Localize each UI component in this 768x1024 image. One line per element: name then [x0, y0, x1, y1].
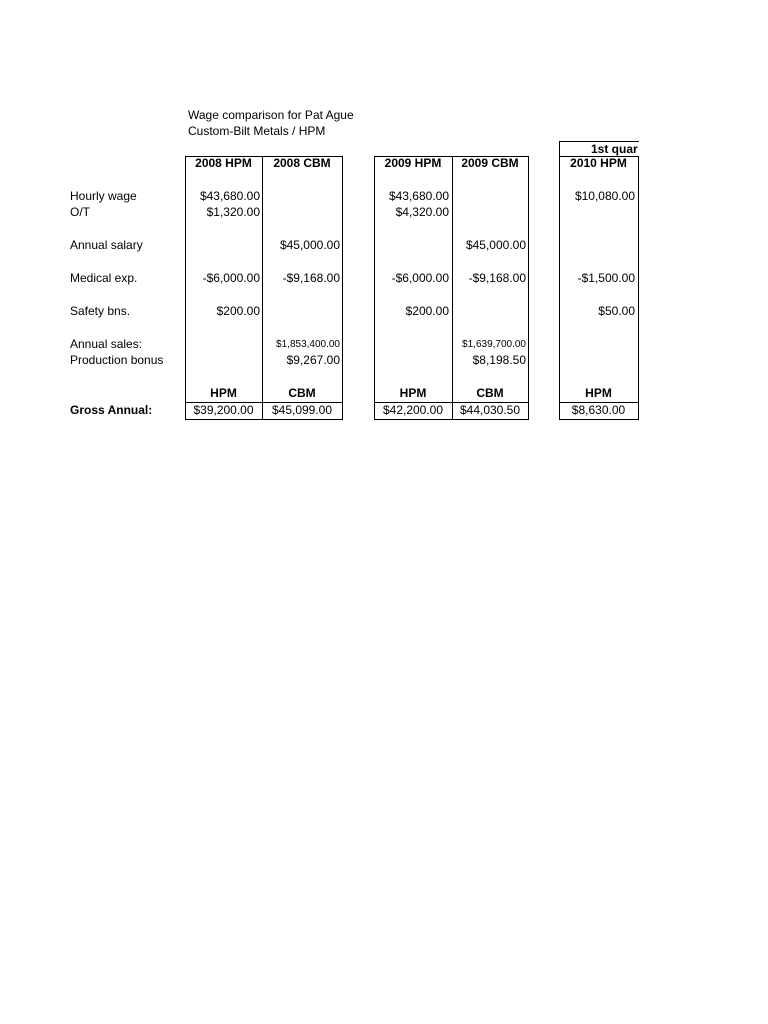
cell-2009-hpm-ot: $4,320.00 [395, 205, 449, 219]
cell-2008-hpm-medical: -$6,000.00 [202, 271, 260, 285]
subheader-2010-hpm: HPM [585, 386, 612, 400]
cell-2008-cbm-sales: $1,853,400.00 [276, 339, 340, 350]
label-medical-exp: Medical exp. [70, 271, 138, 285]
subheader-2008-hpm: HPM [210, 386, 237, 400]
cell-2008-cbm-bonus: $9,267.00 [286, 353, 340, 367]
gross-2009-cbm: $44,030.50 [459, 403, 521, 417]
cell-2009-hpm-hourly: $43,680.00 [388, 189, 449, 203]
col-header-2009-hpm: 2009 HPM [384, 156, 442, 170]
gross-2008-hpm: $39,200.00 [193, 403, 254, 417]
cell-2008-hpm-ot: $1,320.00 [206, 205, 260, 219]
grid-line [342, 156, 343, 420]
grid-line [528, 156, 529, 420]
col-header-2010-hpm: 2010 HPM [570, 156, 627, 170]
label-annual-salary: Annual salary [70, 238, 143, 252]
grid-line [638, 156, 639, 420]
label-production-bonus: Production bonus [70, 353, 164, 367]
cell-2009-hpm-safety: $200.00 [405, 304, 449, 318]
grid-line [374, 419, 529, 420]
quarter-header: 1st quar [591, 142, 638, 156]
cell-2009-cbm-medical: -$9,168.00 [468, 271, 526, 285]
grid-line [262, 156, 263, 420]
cell-2010-hpm-safety: $50.00 [598, 304, 635, 318]
col-header-2009-cbm: 2009 CBM [461, 156, 519, 170]
grid-line [559, 419, 639, 420]
grid-line [185, 419, 343, 420]
subheader-2009-cbm: CBM [476, 386, 504, 400]
cell-2009-hpm-medical: -$6,000.00 [391, 271, 449, 285]
cell-2008-hpm-safety: $200.00 [216, 304, 260, 318]
subheader-2008-cbm: CBM [288, 386, 316, 400]
cell-2009-cbm-sales: $1,639,700.00 [462, 339, 526, 350]
gross-2010-hpm: $8,630.00 [571, 403, 626, 417]
label-annual-sales: Annual sales: [70, 337, 143, 351]
col-header-2008-hpm: 2008 HPM [195, 156, 252, 170]
cell-2008-cbm-salary: $45,000.00 [279, 238, 340, 252]
label-ot: O/T [70, 205, 90, 219]
gross-2009-hpm: $42,200.00 [382, 403, 444, 417]
sheet-title: Wage comparison for Pat Ague [188, 108, 354, 122]
gross-2008-cbm: $45,099.00 [271, 403, 333, 417]
label-gross-annual: Gross Annual: [70, 403, 153, 417]
label-safety-bns: Safety bns. [70, 304, 131, 318]
label-hourly-wage: Hourly wage [70, 189, 137, 203]
subheader-2009-hpm: HPM [399, 386, 427, 400]
cell-2009-cbm-salary: $45,000.00 [465, 238, 526, 252]
cell-2008-cbm-medical: -$9,168.00 [282, 271, 340, 285]
grid-line [452, 156, 453, 420]
col-header-2008-cbm: 2008 CBM [273, 156, 331, 170]
cell-2009-cbm-bonus: $8,198.50 [472, 353, 526, 367]
cell-2008-hpm-hourly: $43,680.00 [199, 189, 260, 203]
cell-2010-hpm-medical: -$1,500.00 [577, 271, 635, 285]
cell-2010-hpm-hourly: $10,080.00 [574, 189, 635, 203]
sheet-subtitle: Custom-Bilt Metals / HPM [188, 124, 326, 138]
quarter-header-cell [560, 141, 638, 157]
